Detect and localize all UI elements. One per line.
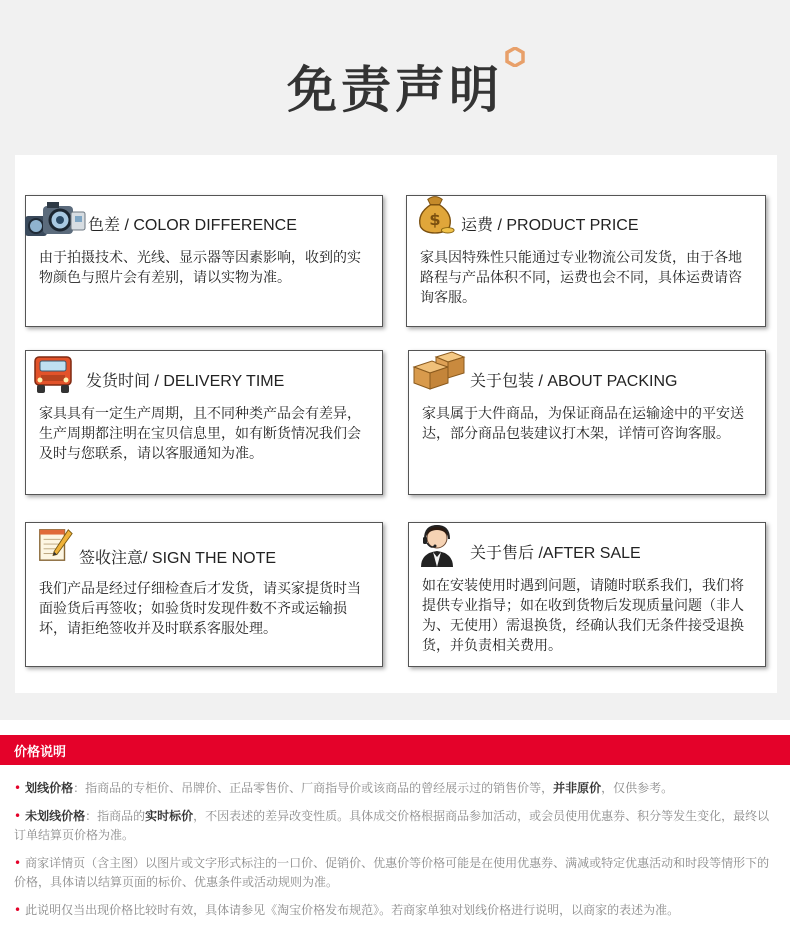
bullet-dot-icon: • — [14, 903, 22, 917]
card-title: 色差 / COLOR DIFFERENCE — [88, 217, 297, 234]
svg-text:$: $ — [429, 209, 441, 229]
card-title: 运费 / PRODUCT PRICE — [461, 217, 639, 234]
note-label: 未划线价格 — [25, 809, 86, 823]
card-body: 家具属于大件商品，为保证商品在运输途中的平安送达，部分商品包装建议打木架，详情可咨询客服。 — [422, 406, 744, 442]
card-packing — [408, 350, 766, 495]
card-title: 关于包装 / ABOUT PACKING — [470, 373, 678, 390]
bullet-dot-icon: • — [14, 809, 22, 823]
note-text: ：指商品的专柜价、吊牌价、正品零售价、厂商指导价或该商品的曾经展示过的销售价等， — [73, 781, 554, 795]
note-label: 划线价格 — [25, 781, 74, 795]
boxes-icon — [412, 349, 466, 391]
page-title: 免责声明 — [287, 61, 503, 119]
disclaimer-panel — [15, 155, 777, 693]
note-text: ，仅供参考。 — [601, 781, 674, 795]
price-notice-item — [14, 901, 774, 920]
card-header — [26, 196, 382, 248]
card-delivery-time — [25, 350, 383, 495]
card-color-difference — [25, 195, 383, 327]
bullet-dot-icon: • — [14, 856, 22, 870]
card-body: 家具具有一定生产周期，且不同种类产品会有差异，生产周期都注明在宝贝信息里，如有断货情况我们会及时与您联系，请以客服通知为准。 — [39, 406, 361, 462]
card-body: 由于拍摄技术、光线、显示器等因素影响，收到的实物颜色与照片会有差别，请以实物为准。 — [39, 250, 361, 286]
camera-icon — [23, 198, 87, 242]
truck-icon — [31, 355, 75, 395]
card-sign-the-note — [25, 522, 383, 667]
card-body: 我们产品是经过仔细检查后才发货，请买家提货时当面验货后再签收；如验货时发现件数不齐或运输损坏，请拒绝签收并及时联系客服处理。 — [39, 581, 361, 637]
card-header — [409, 523, 765, 575]
note-text: 此说明仅当出现价格比较时有效，具体请参见《淘宝价格发布规范》。若商家单独对划线价格进行说明，以商家的表述为准。 — [25, 903, 680, 917]
card-title: 签收注意/ SIGN THE NOTE — [79, 550, 277, 567]
bullet-dot-icon: • — [14, 781, 22, 795]
note-text: ：指商品的 — [85, 809, 146, 823]
card-header — [409, 351, 765, 403]
card-header — [26, 351, 382, 403]
card-header — [407, 196, 765, 248]
card-product-price — [406, 195, 766, 327]
card-title: 发货时间 / DELIVERY TIME — [86, 373, 285, 390]
price-notice-item — [14, 779, 774, 798]
price-notice-item — [14, 807, 774, 845]
note-emphasis: 并非原价 — [553, 781, 602, 795]
card-body: 如在安装使用时遇到问题，请随时联系我们，我们将提供专业指导；如在收到货物后发现质量问题（非人为、无使用）需退换货，经确认我们无条件接受退换货，并负责相关费用。 — [422, 578, 744, 654]
card-body: 家具因特殊性只能通过专业物流公司发货，由于各地路程与产品体积不同，运费也会不同，具体运费请咨询客服。 — [420, 250, 742, 306]
price-notice-title: 价格说明 — [14, 745, 67, 760]
support-agent-icon — [415, 521, 459, 567]
note-emphasis: 实时标价 — [145, 809, 194, 823]
money-bag-icon — [415, 190, 455, 236]
card-header — [26, 523, 382, 575]
note-text: 商家详情页（含主图）以图片或文字形式标注的一口价、促销价、优惠价等价格可能是在使用优惠券、满减或特定优惠活动和时段等情形下的价格，具体请以结算页面的标价、优惠条件或活动规则为准。 — [14, 856, 770, 889]
price-notice-header — [0, 735, 790, 765]
card-after-sale — [408, 522, 766, 667]
price-notice-item — [14, 854, 774, 892]
notepad-pencil-icon — [36, 525, 74, 565]
card-title: 关于售后 /AFTER SALE — [470, 545, 641, 562]
note-text: ，不因表述的差异改变性质。具体成交价格根据商品参加活动，或会员使用优惠券、积分等发生变化，最终以订单结算页价格为准。 — [14, 809, 770, 842]
